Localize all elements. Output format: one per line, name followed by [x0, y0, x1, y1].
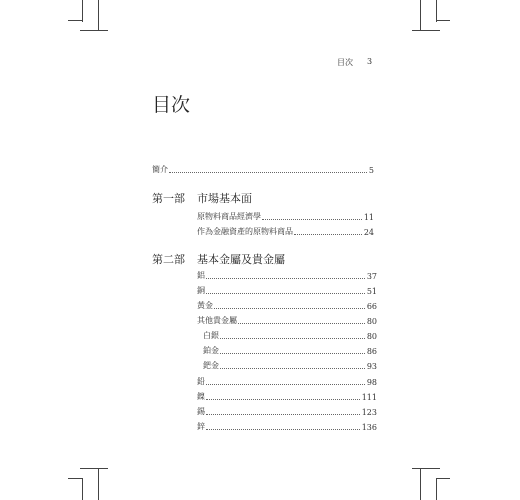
crop-mark — [82, 0, 83, 22]
crop-mark — [82, 478, 83, 500]
toc-entry-page: 80 — [366, 317, 377, 326]
leader-dots — [238, 323, 365, 324]
part-heading — [152, 251, 285, 267]
toc-entry-label: 銅 — [197, 286, 205, 295]
toc-entry[interactable] — [197, 270, 377, 281]
leader-dots — [294, 234, 362, 235]
toc-entry-label: 錫 — [197, 407, 205, 416]
toc-entry-page: 123 — [361, 408, 377, 417]
toc-entry-label: 鋅 — [197, 422, 205, 431]
toc-entry-page: 136 — [361, 423, 377, 432]
leader-dots — [220, 368, 365, 369]
leader-dots — [169, 172, 367, 173]
toc-entry-page: 51 — [366, 287, 377, 296]
toc-entry-label: 鉛 — [197, 377, 205, 386]
part-number: 第一部 — [152, 192, 185, 205]
page-title: 目次 — [152, 94, 191, 116]
toc-subentry[interactable] — [203, 360, 377, 371]
toc-entry-label: 鋁 — [197, 271, 205, 280]
toc-entry-label: 作為金融資產的原物料商品 — [197, 227, 293, 236]
running-head-page: 3 — [367, 57, 373, 66]
leader-dots — [206, 414, 360, 415]
leader-dots — [262, 219, 362, 220]
toc-entry-page: 93 — [366, 362, 377, 371]
crop-mark — [98, 468, 99, 500]
toc-entry-label: 鉑金 — [203, 346, 219, 355]
crop-mark — [68, 20, 82, 21]
part-number: 第二部 — [152, 253, 185, 266]
toc-entry-page: 80 — [366, 332, 377, 341]
toc-entry-page: 98 — [366, 378, 377, 387]
crop-mark — [412, 30, 440, 31]
toc-entry[interactable] — [197, 376, 377, 387]
leader-dots — [206, 278, 365, 279]
crop-mark — [412, 468, 440, 469]
crop-mark — [80, 468, 108, 469]
toc-entry[interactable] — [197, 391, 377, 402]
leader-dots — [206, 384, 365, 385]
toc-entry-label: 黃金 — [197, 301, 213, 310]
part-heading — [152, 190, 252, 206]
crop-mark — [420, 0, 421, 30]
leader-dots — [214, 308, 365, 309]
toc-entry[interactable] — [197, 300, 377, 311]
toc-entry-intro[interactable] — [152, 164, 374, 175]
part-name: 市場基本面 — [197, 192, 252, 205]
toc-entry[interactable] — [197, 406, 377, 417]
toc-entry-page: 37 — [366, 272, 377, 281]
crop-mark — [436, 20, 450, 21]
running-head-label: 目次 — [337, 58, 353, 67]
toc-entry-label: 原物料商品經濟學 — [197, 212, 261, 221]
toc-entry[interactable] — [197, 211, 374, 222]
leader-dots — [220, 338, 365, 339]
toc-entry-label: 其他貴金屬 — [197, 316, 237, 325]
toc-entry[interactable] — [197, 421, 377, 432]
crop-mark — [436, 0, 437, 22]
toc-entry-label: 鈀金 — [203, 361, 219, 370]
crop-mark — [68, 478, 82, 479]
toc-entry-page: 66 — [366, 302, 377, 311]
part-name: 基本金屬及貴金屬 — [197, 253, 285, 266]
running-head — [337, 57, 372, 68]
toc-entry[interactable] — [197, 315, 377, 326]
toc-entry-page: 5 — [368, 166, 374, 175]
toc-entry[interactable] — [197, 285, 377, 296]
crop-mark — [80, 30, 108, 31]
leader-dots — [220, 353, 365, 354]
toc-entry[interactable] — [197, 226, 374, 237]
toc-subentry[interactable] — [203, 345, 377, 356]
leader-dots — [206, 293, 365, 294]
crop-mark — [420, 468, 421, 500]
toc-entry-label: 白銀 — [203, 331, 219, 340]
toc-subentry[interactable] — [203, 330, 377, 341]
leader-dots — [206, 399, 360, 400]
toc-entry-label: 鎳 — [197, 392, 205, 401]
crop-mark — [436, 478, 450, 479]
crop-mark — [436, 478, 437, 500]
toc-entry-page: 24 — [363, 228, 374, 237]
toc-entry-page: 86 — [366, 347, 377, 356]
toc-entry-page: 11 — [363, 213, 374, 222]
leader-dots — [206, 429, 360, 430]
toc-entry-label: 簡介 — [152, 165, 168, 174]
crop-mark — [98, 0, 99, 30]
toc-entry-page: 111 — [361, 393, 377, 402]
